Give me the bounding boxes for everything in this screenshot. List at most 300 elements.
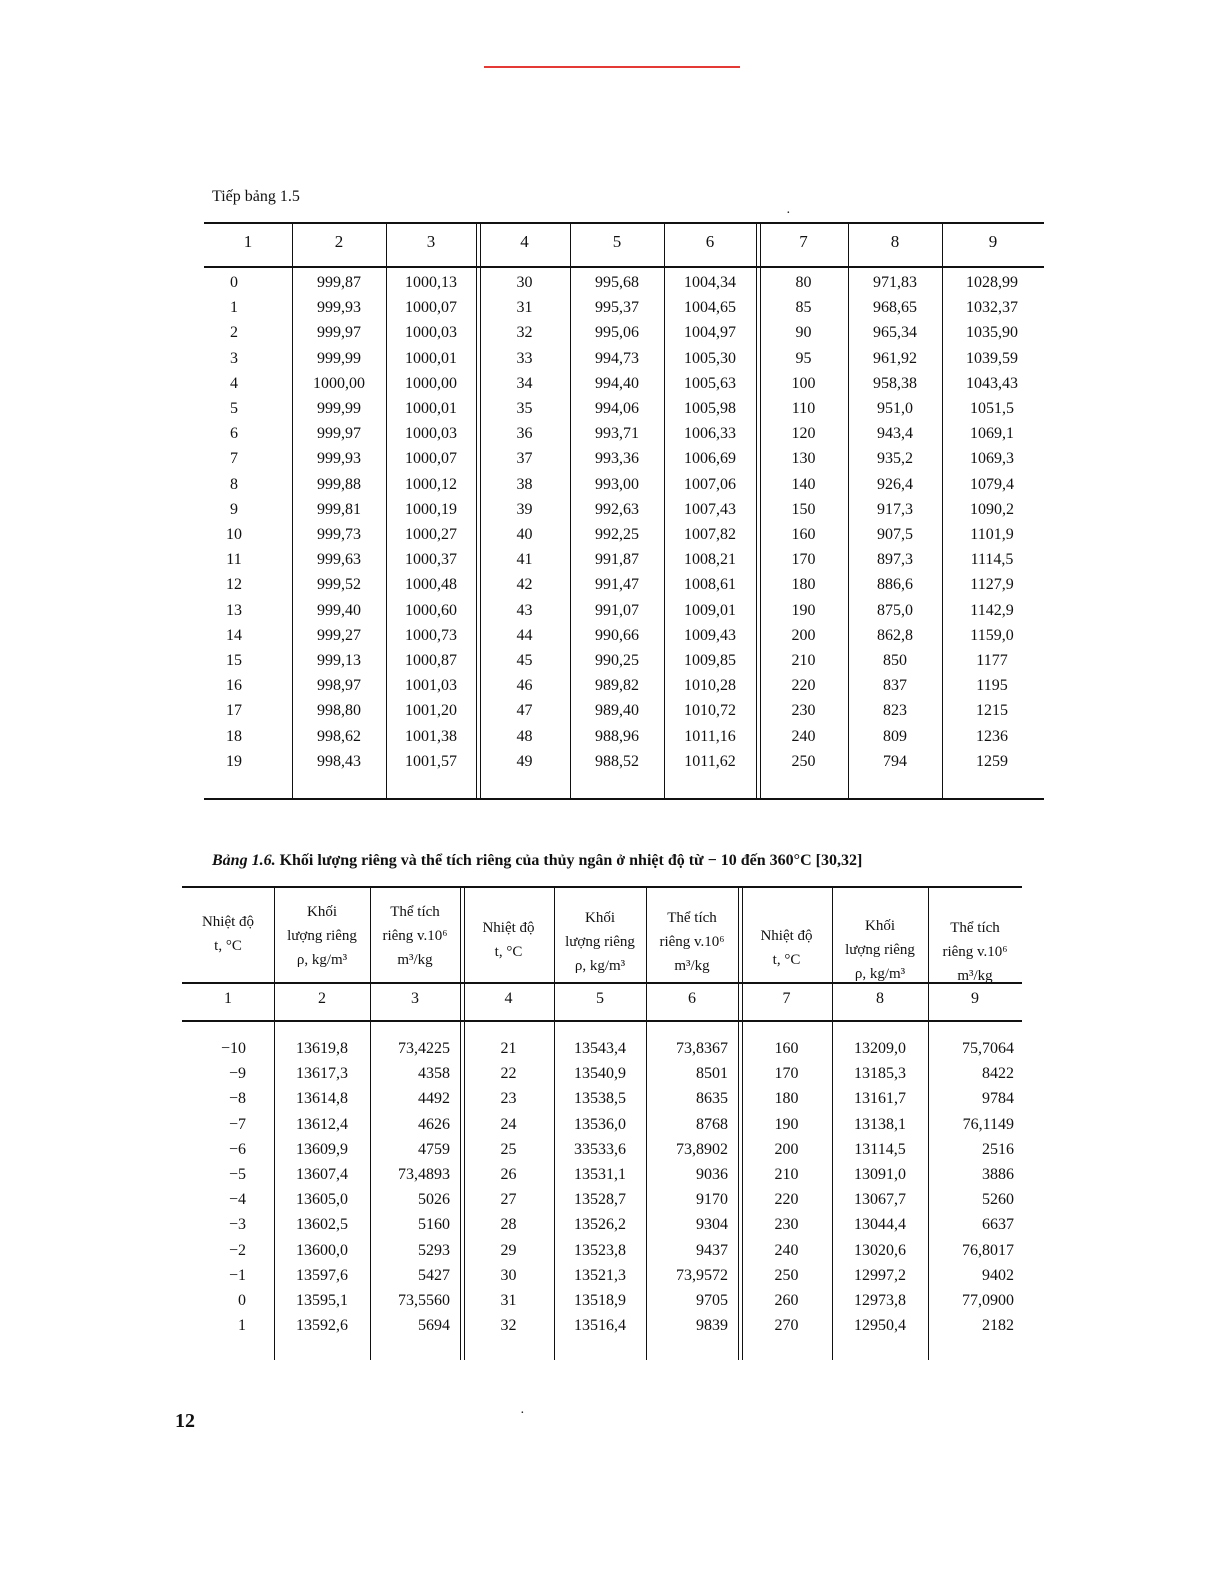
table-15-cell: 991,07 (595, 601, 639, 619)
table-15-cell: 36 (516, 425, 533, 443)
table-15-cell: 1090,2 (970, 500, 1014, 518)
table-16-cell: 250 (774, 1266, 799, 1284)
table-15-cell: 837 (883, 677, 907, 695)
speck: · (786, 206, 791, 221)
table-15-cell: 32 (516, 324, 533, 342)
table-16-cell: −1 (228, 1266, 246, 1284)
table-15-cell: 85 (795, 299, 812, 317)
table-15-cell: 1010,72 (684, 702, 736, 720)
table-16-cell: 73,4225 (398, 1040, 450, 1057)
table-15-cell: 989,82 (595, 677, 639, 695)
table-15-cell: 230 (791, 702, 816, 720)
table-15-cell: 1159,0 (970, 626, 1014, 644)
table-16-cell: −4 (228, 1191, 246, 1209)
table-15-cell: 37 (516, 450, 533, 468)
table-15-cell: 999,93 (317, 299, 361, 317)
table-16-cell: 13528,7 (574, 1191, 626, 1209)
table-15-cell: 1007,43 (684, 500, 736, 518)
table-15-cell: 1195 (976, 677, 1008, 695)
table-16-cell: 8768 (696, 1115, 728, 1133)
table-15-cell: 13 (226, 601, 242, 619)
table-15-cell: 823 (883, 702, 907, 720)
table-15-cell: 1000,60 (405, 601, 457, 619)
table-16-cell: 13605,0 (296, 1191, 348, 1209)
table-15-cell: 999,97 (317, 324, 361, 342)
table-16-cell: 4492 (418, 1090, 450, 1108)
table-15-cell: 850 (883, 652, 907, 670)
table-15-cell: 49 (516, 752, 533, 770)
table-15-cell: 110 (791, 400, 816, 418)
table-15-cell: 991,47 (595, 576, 639, 594)
table-16-number-4: 4 (504, 990, 513, 1007)
table-16-cell: 13044,4 (854, 1216, 906, 1234)
table-16-cell: 13161,7 (854, 1090, 906, 1108)
table-15-header-5: 5 (612, 232, 622, 251)
table-16-cell: 9437 (696, 1241, 728, 1259)
table-15-cell: 15 (226, 652, 242, 670)
table-15-cell: 200 (791, 626, 816, 644)
table-16-cell: 27 (500, 1191, 517, 1209)
table-15-cell: 1259 (976, 752, 1008, 770)
table-16-cell: −10 (220, 1040, 246, 1057)
header-density-1: Khối lượng riêng ρ, kg/m³ (287, 904, 357, 968)
table-16-cell: 5260 (982, 1191, 1014, 1209)
table-15-cell: 33 (516, 349, 533, 367)
table-15-cell: 18 (226, 727, 242, 745)
table-15-column-4 (479, 270, 570, 774)
table-16-cell: 9784 (982, 1090, 1014, 1108)
table-15-cell: 995,06 (595, 324, 639, 342)
table-15-cell: 1000,00 (405, 374, 457, 392)
table-15-header-9: 9 (988, 232, 998, 251)
table-16-cell: 33533,6 (574, 1140, 626, 1158)
table-16-cell: 12973,8 (854, 1292, 906, 1310)
table-16-cell: 9402 (982, 1266, 1014, 1284)
table-16-cell: 230 (774, 1216, 799, 1234)
table-15-cell: 1069,3 (970, 450, 1014, 468)
table-16-cell: −8 (228, 1090, 246, 1108)
table-16-cell: 13538,5 (574, 1090, 626, 1108)
table-15-cell: 150 (791, 500, 816, 518)
table-15-column-2 (292, 270, 386, 774)
table-15-cell: 897,3 (877, 551, 913, 569)
table-15-cell: 935,2 (877, 450, 913, 468)
table-15-cell: 1000,13 (405, 274, 457, 291)
table-15-cell: 809 (883, 727, 907, 745)
table-15-cell: 1236 (976, 727, 1008, 745)
table-16-cell: 200 (774, 1140, 799, 1158)
table-15-cell: 794 (883, 752, 907, 770)
table-15-cell: 993,00 (595, 475, 639, 493)
table-15-cell: 1000,12 (405, 475, 457, 493)
table-16-cell: 73,8367 (676, 1040, 728, 1057)
table-15-cell: 1142,9 (970, 601, 1014, 619)
table-15-cell: 48 (516, 727, 533, 745)
table-16-cell: 23 (500, 1090, 517, 1108)
table-15-cell: 3 (230, 349, 238, 367)
table-15-cell: 1011,62 (684, 752, 736, 770)
table-15-column-3 (386, 270, 476, 774)
table-16-column-7 (741, 1036, 832, 1338)
table-15-cell: 1001,38 (405, 727, 457, 745)
table-15-cell: 1007,82 (684, 526, 736, 544)
table-16-caption (212, 852, 862, 870)
table-16-cell: 2182 (982, 1317, 1014, 1335)
table-16-cell: −2 (228, 1241, 246, 1259)
table-15-cell: 34 (516, 374, 533, 392)
table-15-cell: 120 (791, 425, 816, 443)
table-15-cell: 1000,03 (405, 425, 457, 443)
table-16-cell: −9 (228, 1065, 246, 1083)
table-15-cell: 5 (230, 400, 238, 418)
table-15-column-6 (664, 270, 756, 774)
table-15-cell: 130 (791, 450, 816, 468)
table-15-cell: 968,65 (873, 299, 917, 317)
table-15-cell: 1005,30 (684, 349, 736, 367)
table-16-cell: 170 (774, 1065, 799, 1083)
speck: · (520, 1406, 525, 1421)
table-15-cell: 1000,07 (405, 299, 457, 317)
table-15-cell: 999,99 (317, 400, 361, 418)
table-15-bottom-rule (204, 798, 1044, 800)
table-16-cell: 5694 (418, 1317, 450, 1335)
table-16-cell: 13531,1 (574, 1166, 626, 1184)
table-15-cell: 1006,69 (684, 450, 736, 468)
table-15-cell: 210 (791, 652, 816, 670)
table-15-cell: 8 (230, 475, 238, 493)
header-temperature-3: Nhiệt độ t, °C (760, 928, 813, 968)
table-16-cell: 4626 (418, 1115, 450, 1133)
table-15-cell: 1009,01 (684, 601, 736, 619)
header-temperature-1: Nhiệt độ t, °C (201, 914, 255, 954)
table-15-cell: 47 (516, 702, 533, 720)
table-16-cell: 9036 (696, 1166, 728, 1184)
table-15-cell: 1000,03 (405, 324, 457, 342)
table-15-cell: 19 (226, 752, 242, 770)
table-15-column-9 (942, 270, 1042, 774)
table-16-cell: 30 (500, 1266, 517, 1284)
table-15-cell: 989,40 (595, 702, 639, 720)
table-15-cell: 951,0 (877, 400, 913, 418)
table-16-number-8: 8 (876, 990, 884, 1007)
table-15-cell: 95 (795, 349, 812, 367)
table-16-cell: 13521,3 (574, 1266, 626, 1284)
table-15-cell: 44 (516, 626, 533, 644)
table-16-column-9 (928, 1036, 1014, 1338)
table-15-cell: 35 (516, 400, 533, 418)
table-15-cell: 998,80 (317, 702, 361, 720)
table-15-cell: 1000,01 (405, 349, 457, 367)
table-15-cell: 250 (791, 752, 816, 770)
table-15-cell: 943,4 (877, 425, 913, 443)
table-16-number-2: 2 (318, 990, 326, 1007)
table-16 (182, 886, 1022, 1360)
table-16-cell: 29 (500, 1241, 517, 1259)
table-15-cell: 10 (226, 526, 242, 544)
table-15-cell: 1001,20 (405, 702, 457, 720)
table-15-cell: 46 (516, 677, 533, 695)
table-15-cell: 16 (226, 677, 242, 695)
table-15-cell: 999,99 (317, 349, 361, 367)
table-16-top-rule (182, 886, 1022, 888)
page-number: 12 (175, 1410, 195, 1432)
table-16-cell: 73,8902 (676, 1140, 728, 1158)
table-16-cell: 0 (238, 1292, 246, 1310)
header-specific-volume-2: Thể tích riêng v.10⁶ m³/kg (659, 910, 725, 974)
table-16-number-9: 9 (971, 990, 979, 1007)
table-15-cell: 0 (230, 274, 238, 291)
table-15-cell: 990,25 (595, 652, 639, 670)
table-16-cell: 77,0900 (962, 1292, 1014, 1310)
table-15-cell: 999,63 (317, 551, 361, 569)
table-16-cell: 190 (774, 1115, 799, 1133)
table-15-cell: 958,38 (873, 374, 917, 392)
table-15-cell: 7 (230, 450, 238, 468)
table-15-cell: 1035,90 (966, 324, 1018, 342)
table-16-cell: 13619,8 (296, 1040, 348, 1057)
table-15-cell: 1032,37 (966, 299, 1018, 317)
table-16-number-5: 5 (596, 990, 604, 1007)
table-16-column-2 (274, 1036, 370, 1338)
table-15-header-4: 4 (520, 232, 529, 251)
table-15-cell: 2 (230, 324, 238, 342)
table-15-cell: 12 (226, 576, 242, 594)
table-16-cell: 9705 (696, 1292, 728, 1310)
table-15-cell: 6 (230, 425, 238, 443)
table-15-cell: 1 (230, 299, 238, 317)
table-16-cell: 73,4893 (398, 1166, 450, 1184)
table-15-header-rule (204, 266, 1044, 268)
table-16-cell: 240 (774, 1241, 799, 1259)
table-16-number-rule (182, 1020, 1022, 1022)
table-15-cell: 30 (516, 274, 533, 291)
table-15-cell: 1006,33 (684, 425, 736, 443)
table-15 (204, 222, 1044, 810)
table-16-cell: 5427 (418, 1266, 450, 1284)
table-16-cell: −7 (228, 1115, 246, 1133)
table-16-cell: 13523,8 (574, 1241, 626, 1259)
table-15-cell: 999,88 (317, 475, 361, 493)
table-16-cell: 6637 (982, 1216, 1014, 1234)
table-16-cell: 13595,1 (296, 1292, 348, 1310)
table-15-cell: 998,43 (317, 752, 361, 770)
table-15-cell: 1177 (976, 652, 1008, 670)
table-16-cell: 210 (774, 1166, 799, 1184)
table-16-cell: 9304 (696, 1216, 728, 1234)
table-15-cell: 1000,87 (405, 652, 457, 670)
table-15-cell: 1008,21 (684, 551, 736, 569)
table-15-cell: 90 (795, 324, 812, 342)
table-15-cell: 1000,01 (405, 400, 457, 418)
header-specific-volume-1: Thể tích riêng v.10⁶ m³/kg (382, 904, 448, 968)
table-16-cell: 5160 (418, 1216, 450, 1234)
table-15-caption: Tiếp bảng 1.5 (212, 188, 300, 205)
table-16-cell: 21 (500, 1040, 517, 1057)
table-16-cell: 13543,4 (574, 1040, 626, 1057)
table-15-cell: 991,87 (595, 551, 639, 569)
table-15-cell: 9 (230, 500, 238, 518)
table-15-cell: 971,83 (873, 274, 917, 291)
table-15-cell: 999,52 (317, 576, 361, 594)
table-15-cell: 1114,5 (970, 551, 1014, 569)
table-15-cell: 926,4 (877, 475, 913, 493)
table-15-cell: 917,3 (877, 500, 913, 518)
table-16-cell: 13612,4 (296, 1115, 348, 1133)
table-15-cell: 1101,9 (970, 526, 1014, 544)
table-16-cell: 13607,4 (296, 1166, 348, 1184)
table-15-cell: 42 (516, 576, 533, 594)
table-16-column-4 (463, 1036, 554, 1338)
table-16-column-6 (646, 1036, 728, 1338)
table-15-cell: 39 (516, 500, 533, 518)
table-16-cell: 73,9572 (676, 1266, 728, 1284)
table-15-cell: 1127,9 (970, 576, 1014, 594)
table-16-cell: 180 (774, 1090, 799, 1108)
table-15-cell: 988,52 (595, 752, 639, 770)
table-15-cell: 11 (226, 551, 242, 569)
table-15-cell: 995,37 (595, 299, 639, 317)
table-16-cell: 220 (774, 1191, 799, 1209)
table-15-cell: 961,92 (873, 349, 917, 367)
table-15-cell: 1004,34 (684, 274, 736, 291)
table-15-cell: 1069,1 (970, 425, 1014, 443)
table-16-number-1: 1 (224, 990, 232, 1007)
table-15-cell: 999,81 (317, 500, 361, 518)
table-15-cell: 999,87 (317, 274, 361, 291)
table-16-cell: 13597,6 (296, 1266, 348, 1284)
table-15-cell: 992,25 (595, 526, 639, 544)
table-15-cell: 41 (516, 551, 533, 569)
table-15-cell: 31 (516, 299, 533, 317)
table-15-cell: 1008,61 (684, 576, 736, 594)
table-15-header-7: 7 (799, 232, 808, 251)
table-16-cell: 12997,2 (854, 1266, 906, 1284)
table-16-cell: 160 (774, 1040, 799, 1057)
table-15-cell: 1039,59 (966, 349, 1018, 367)
table-15-cell: 1000,48 (405, 576, 457, 594)
table-15-cell: 999,97 (317, 425, 361, 443)
table-15-cell: 995,68 (595, 274, 639, 291)
table-16-cell: 3886 (982, 1166, 1014, 1184)
table-15-cell: 40 (516, 526, 533, 544)
table-15-cell: 1009,43 (684, 626, 736, 644)
table-16-cell: 9839 (696, 1317, 728, 1335)
top-red-rule (484, 66, 740, 68)
table-15-column-8 (848, 270, 942, 774)
table-16-cell: 26 (500, 1166, 517, 1184)
table-16-column-1 (182, 1036, 246, 1338)
table-15-cell: 1028,99 (966, 274, 1018, 291)
table-15-cell: 999,40 (317, 601, 361, 619)
table-16-cell: 25 (500, 1140, 517, 1158)
table-15-cell: 999,27 (317, 626, 361, 644)
table-15-header-8: 8 (890, 232, 900, 251)
table-15-cell: 998,62 (317, 727, 361, 745)
table-15-cell: 80 (795, 274, 812, 291)
table-16-cell: 4358 (418, 1065, 450, 1083)
table-15-cell: 1000,07 (405, 450, 457, 468)
table-15-cell: 43 (516, 601, 533, 619)
table-16-cell: 13526,2 (574, 1216, 626, 1234)
table-16-title: Khối lượng riêng và thể tích riêng của thủy ngân ở nhiệt độ từ − 10 đến 360°C [30,32] (279, 852, 863, 869)
table-16-cell: −3 (228, 1216, 246, 1234)
table-16-number-7: 7 (782, 990, 791, 1007)
table-15-cell: 1215 (976, 702, 1008, 720)
header-density-3: Khối lượng riêng ρ, kg/m³ (845, 918, 915, 982)
table-16-cell: 9170 (696, 1191, 728, 1209)
table-16-cell: 28 (500, 1216, 517, 1234)
table-15-cell: 999,93 (317, 450, 361, 468)
table-16-column-5 (554, 1036, 646, 1338)
table-15-cell: 993,71 (595, 425, 639, 443)
table-15-cell: 170 (791, 551, 816, 569)
table-15-cell: 1000,73 (405, 626, 457, 644)
table-15-cell: 38 (516, 475, 533, 493)
table-15-cell: 994,73 (595, 349, 639, 367)
table-16-number-3: 3 (411, 990, 419, 1007)
table-16-cell: 13600,0 (296, 1241, 348, 1259)
table-16-label: Bảng 1.6. (212, 852, 276, 869)
table-15-cell: 1043,43 (966, 374, 1018, 392)
table-15-cell: 999,13 (317, 652, 361, 670)
table-16-cell: 8635 (696, 1090, 728, 1108)
table-15-cell: 886,6 (877, 576, 913, 594)
header-specific-volume-3: Thể tích riêng v.10⁶ m³/kg (942, 920, 1008, 984)
table-16-cell: −5 (228, 1166, 246, 1184)
table-15-column-7 (759, 270, 848, 774)
table-16-cell: 13091,0 (854, 1166, 906, 1184)
table-16-cell: 8422 (982, 1065, 1014, 1083)
table-16-cell: 260 (774, 1292, 799, 1310)
table-15-cell: 100 (791, 374, 816, 392)
table-15-cell: 1009,85 (684, 652, 736, 670)
table-15-cell: 1079,4 (970, 475, 1014, 493)
table-16-number-6: 6 (688, 990, 696, 1007)
table-15-header-2: 2 (334, 232, 344, 251)
table-16-cell: 1 (238, 1317, 246, 1335)
table-15-cell: 1011,16 (684, 727, 736, 745)
header-density-2: Khối lượng riêng ρ, kg/m³ (565, 910, 635, 974)
table-15-cell: 160 (791, 526, 816, 544)
table-16-column-8 (832, 1036, 928, 1338)
table-15-cell: 1001,03 (405, 677, 457, 695)
table-16-cell: 2516 (982, 1140, 1014, 1158)
table-15-cell: 862,8 (877, 626, 913, 644)
table-15-cell: 220 (791, 677, 816, 695)
table-16-cell: 76,1149 (962, 1115, 1014, 1133)
table-16-cell: 13209,0 (854, 1040, 906, 1057)
table-15-cell: 1007,06 (684, 475, 736, 493)
table-15-cell: 1000,19 (405, 500, 457, 518)
table-15-column-1 (204, 270, 264, 774)
table-15-cell: 1005,98 (684, 400, 736, 418)
table-15-cell: 990,66 (595, 626, 639, 644)
table-16-cell: 13518,9 (574, 1292, 626, 1310)
table-15-cell: 45 (516, 652, 533, 670)
table-16-cell: 13138,1 (854, 1115, 906, 1133)
table-16-cell: 13114,5 (854, 1140, 906, 1158)
table-15-column-5 (570, 270, 664, 774)
table-15-cell: 240 (791, 727, 816, 745)
table-16-cell: 76,8017 (962, 1241, 1014, 1259)
table-16-cell: 13617,3 (296, 1065, 348, 1083)
table-16-cell: 13516,4 (574, 1317, 626, 1335)
table-15-cell: 180 (791, 576, 816, 594)
table-16-cell: 5293 (418, 1241, 450, 1259)
table-15-cell: 965,34 (873, 324, 917, 342)
table-15-cell: 1000,37 (405, 551, 457, 569)
table-16-cell: 13614,8 (296, 1090, 348, 1108)
